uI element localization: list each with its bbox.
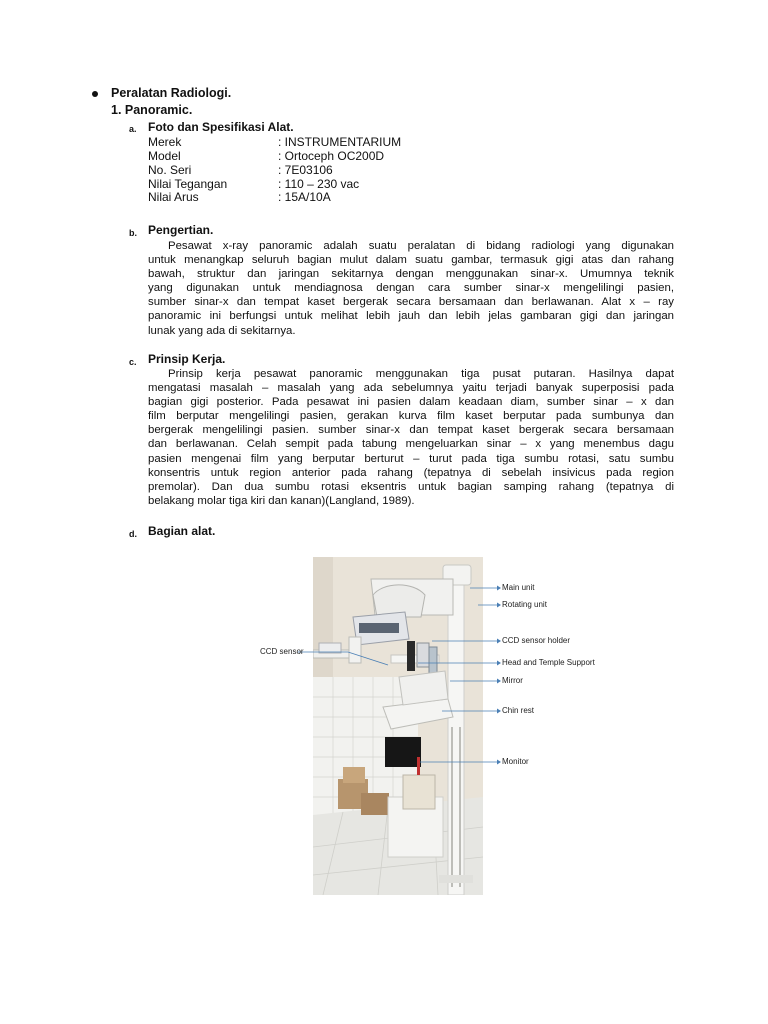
spec-label: Nilai Arus (148, 190, 199, 204)
paragraph-line: pasien mengenai film yang berputar berturut – turut pada tiga sumbu rotasi, satu sumbu (148, 452, 674, 465)
spec-label: Merek (148, 135, 182, 149)
paragraph-line: Prinsip kerja pesawat panoramic menggunakan tiga pusat putaran. Hasilnya dapat (168, 368, 674, 380)
paragraph-line: panoramic ini berfungsi untuk melihat lebih jauh dan lebih jelas gambaran gigi dan jaringan (148, 310, 674, 323)
paragraph-line: dan berlawanan. Celah sempit pada tabung mengeluarkan sinar – x yang menembus dagu (148, 438, 674, 451)
paragraph-line: untuk menangkap seluruh bagian mulut dalam suatu gambar, termasuk gigi atas dan rahang (148, 254, 674, 267)
section-a-title: Foto dan Spesifikasi Alat. (148, 120, 294, 134)
section-b-marker: b. (129, 228, 137, 238)
spec-value: : INSTRUMENTARIUM (278, 135, 402, 149)
bullet-title: Peralatan Radiologi. (111, 86, 232, 100)
label-rotating-unit: Rotating unit (502, 600, 547, 609)
paragraph-line: konsentris untuk region anterior pada rahang (tepatnya di sebelah insivicus pada region (148, 466, 674, 479)
paragraph-line: bagian gigi posterior. Pada pesawat ini pasien dalam keadaan diam, sumber sinar – x dan (148, 396, 674, 409)
paragraph-line: lunak yang ada di sekitarnya. (148, 324, 296, 337)
section-c-marker: c. (129, 357, 137, 367)
spec-value: : 110 – 230 vac (278, 177, 360, 191)
section-d-marker: d. (129, 529, 137, 539)
spec-label: Model (148, 149, 181, 163)
label-ccd-sensor-holder: CCD sensor holder (502, 636, 571, 645)
label-ccd-sensor: CCD sensor (260, 647, 304, 656)
numbered-title: 1. Panoramic. (111, 103, 193, 117)
paragraph-line: film berputar mengelilingi pasien, gerakan kurva film kaset berputar pada sumbunya dan (148, 410, 674, 423)
label-main-unit: Main unit (502, 583, 535, 592)
spec-label: Nilai Tegangan (148, 177, 228, 191)
paragraph-line: Pesawat x-ray panoramic adalah suatu peralatan di bidang radiologi yang digunakan (168, 240, 674, 252)
label-head-temple-support: Head and Temple Support (502, 658, 595, 667)
paragraph-line: mengatasi masalah – masalah yang ada sebelumnya yaitu terjadi banyak superposisi pada (148, 382, 674, 395)
paragraph-line: belakang molar tiga kiri dan kanan)(Langland, 1989). (148, 494, 415, 507)
paragraph-line: yang digunakan untuk mendiagnosa dengan cara sumber sinar-x mengelilingi pasien, (148, 282, 674, 295)
spec-value: : Ortoceph OC200D (278, 149, 385, 163)
paragraph-line: sumber sinar-x dan tempat kaset bergerak secara bersamaan dan berlawanan. Alat x – ray (148, 296, 674, 309)
label-monitor: Monitor (502, 757, 529, 766)
paragraph-line: bawah, struktur dan jaringan sekitarnya dengan menggunakan sinar-x. Umumnya teknik (148, 268, 674, 281)
label-mirror: Mirror (502, 676, 523, 685)
section-c-title: Prinsip Kerja. (148, 352, 226, 366)
section-b-title: Pengertian. (148, 223, 214, 237)
label-chin-rest: Chin rest (502, 706, 535, 715)
paragraph-line: bergerak mengelilingi pasien. sumber sinar-x dan tempat kaset bergerak secara bersamaan (148, 424, 674, 437)
spec-value: : 7E03106 (278, 163, 333, 177)
paragraph-line: premolar). Dan dua sumbu rotasi eksentris untuk bagian samping rahang (tepatnya di (148, 480, 674, 493)
spec-label: No. Seri (148, 163, 192, 177)
section-d-title: Bagian alat. (148, 524, 216, 538)
section-a-marker: a. (129, 124, 137, 134)
spec-value: : 15A/10A (278, 190, 331, 204)
